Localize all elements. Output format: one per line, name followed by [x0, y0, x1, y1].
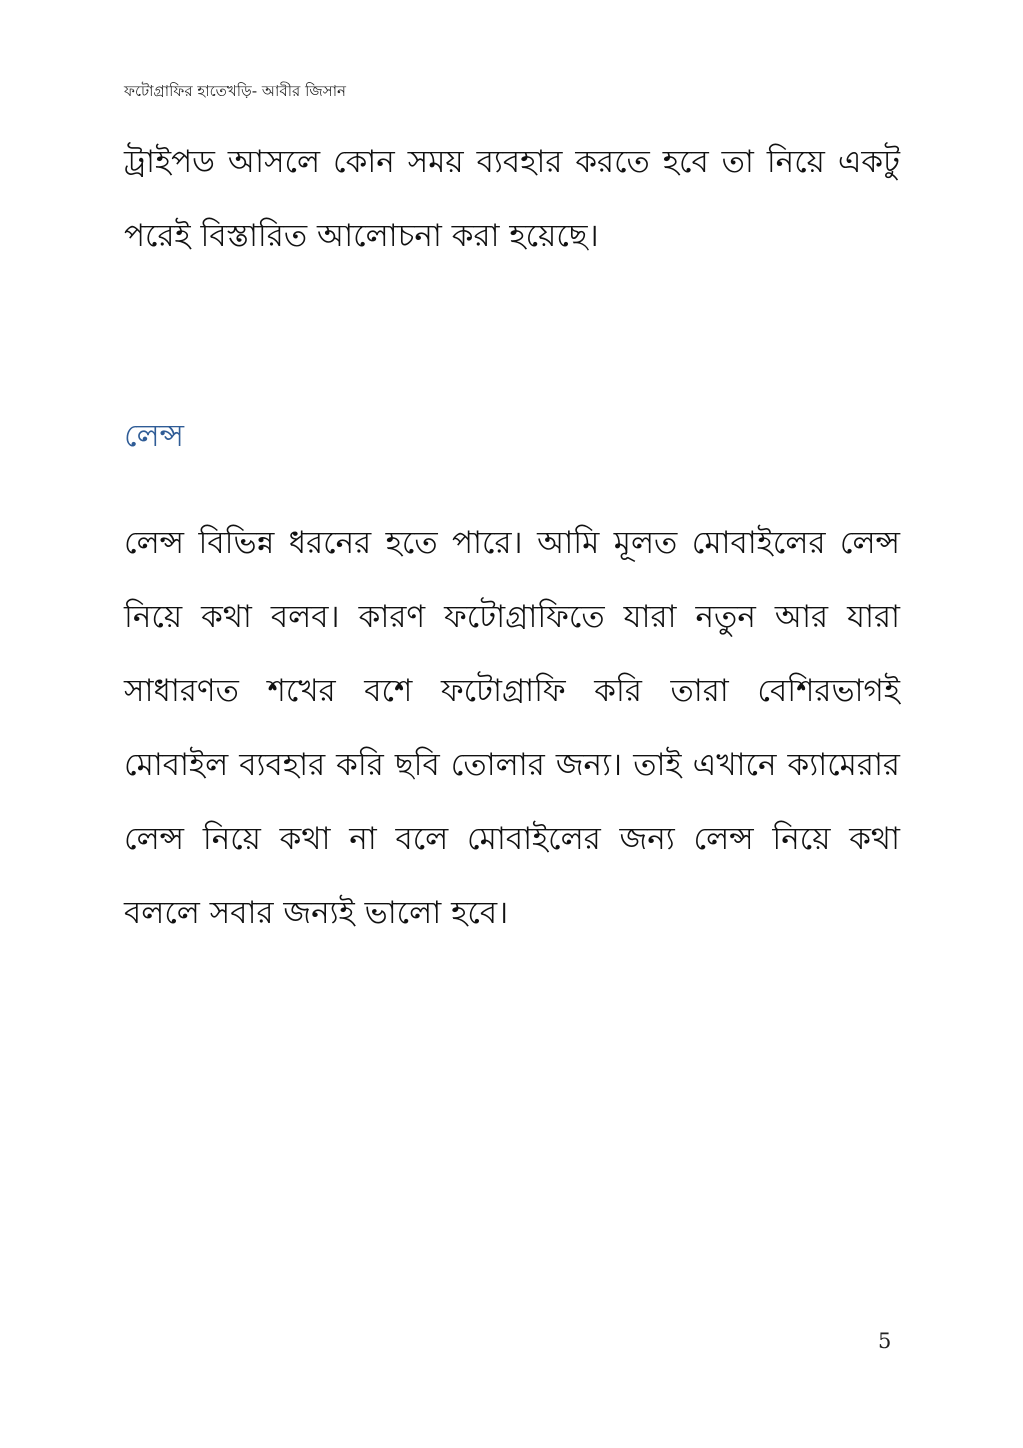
- running-header: ফটোগ্রাফির হাতেখড়ি- আবীর জিসান: [124, 82, 346, 100]
- lens-paragraph: লেন্স বিভিন্ন ধরনের হতে পারে। আমি মূলত মোবাইলের লেন্স নিয়ে কথা বলব। কারণ ফটোগ্রাফিতে যারা নতুন আর যারা সাধারণত শখের বশে ফটোগ্রাফি করি তারা বেশিরভাগই মোবাইল ব্যবহার করি ছবি তোলার জন্য। তাই এখানে ক্যামেরার লেন্স নিয়ে কথা না বলে মোবাইলের জন্য লেন্স নিয়ে কথা বললে সবার জন্যই ভালো হবে।: [124, 525, 900, 931]
- section-heading: লেন্স: [124, 418, 185, 454]
- page-number: 5: [878, 1329, 892, 1353]
- intro-paragraph: ট্রাইপড আসলে কোন সময় ব্যবহার করতে হবে তা নিয়ে একটু পরেই বিস্তারিত আলোচনা করা হয়েছে।: [124, 144, 900, 254]
